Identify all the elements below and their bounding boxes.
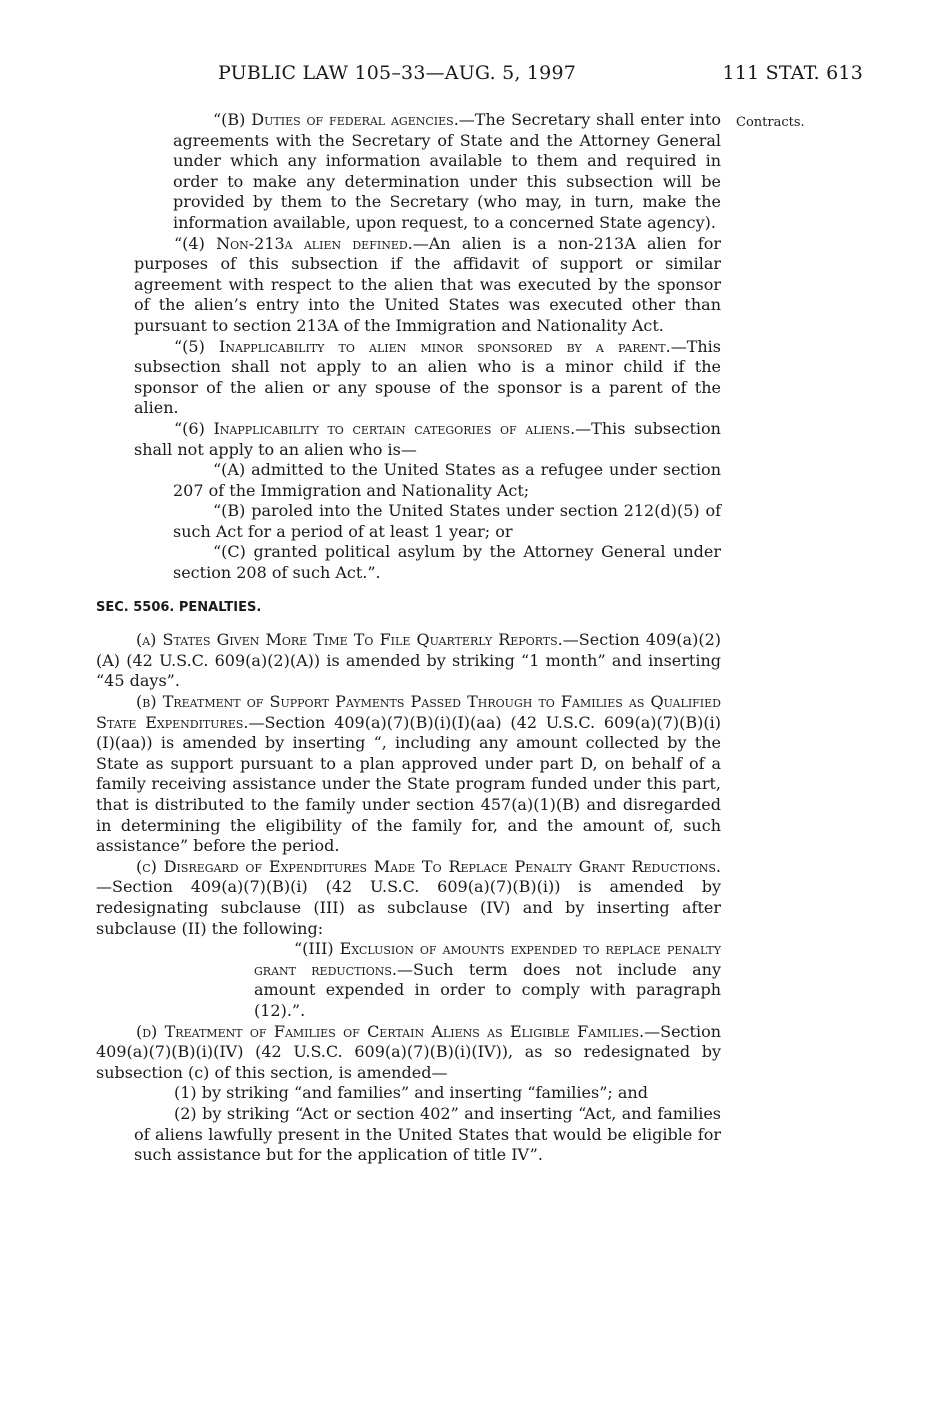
paragraph-6-a: “(A) admitted to the United States as a refugee under section 207 of the Immigration and Nationality Act; <box>173 460 721 500</box>
text-c: —Section 409(a)(7)(B)(i) (42 U.S.C. 609(a)(7)(B)(i)) is amended by redesignating subclause (III) as subclause (IV) and by inserting after subclause (II) the following: <box>96 877 721 938</box>
text-d: —Section 409(a)(7)(B)(i)(IV) (42 U.S.C. 609(a)(7)(B)(i)(IV)), as so redesignated by subsection (c) of this section, is amended— <box>96 1021 721 1082</box>
heading-b: (b) Treatment of Support Payments Passed Through to Families as Qualified State Expenditures. <box>96 692 721 732</box>
paragraph-b-duties <box>96 110 721 234</box>
heading-6: “(6) Inapplicability to certain categories of aliens. <box>174 418 576 438</box>
paragraph-6-c: “(C) granted political asylum by the Attorney General under section 208 of such Act.”. <box>173 542 721 583</box>
text-6: —This subsection shall not apply to an alien who is— <box>134 418 721 459</box>
heading-5: “(5) Inapplicability to alien minor sponsored by a parent. <box>174 336 671 356</box>
subsection-b <box>96 692 721 857</box>
subsection-d <box>96 1022 721 1084</box>
subsection-a <box>96 630 721 692</box>
header-stat-page: 111 STAT. 613 <box>722 62 863 84</box>
subclause-iii <box>96 939 721 1021</box>
text-c-iii: —Such term does not include any amount expended in order to comply with paragraph (12).”. <box>254 959 722 1020</box>
document-body <box>96 110 721 1166</box>
margin-note: Contracts. <box>736 115 805 130</box>
paragraph-4 <box>96 234 721 337</box>
heading-d: (d) Treatment of Families of Certain Aliens as Eligible Families. <box>136 1021 645 1041</box>
heading-c-iii: “(III) Exclusion of amounts expended to replace penalty grant reductions. <box>254 939 721 979</box>
heading-b-duties: “(B) Duties of federal agencies. <box>213 110 459 129</box>
paragraph-5 <box>96 337 721 419</box>
header-citation: PUBLIC LAW 105–33—AUG. 5, 1997 <box>218 62 577 84</box>
section-heading: SEC. 5506. PENALTIES. <box>96 599 262 615</box>
heading-4: “(4) Non-213a alien defined. <box>174 233 413 253</box>
text-b-duties: —The Secretary shall enter into agreements with the Secretary of State and the Attorney General under which any information available to them and required in order to make any determination under this subsection will be provided by them to the Secretary (who may, in turn, make the information available, upon request, to a concerned State agency). <box>173 110 721 232</box>
text-5: —This subsection shall not apply to an alien who is a minor child if the sponsor of the alien or any spouse of the sponsor is a parent of the alien. <box>134 336 721 418</box>
paragraph-d-2: (2) by striking “Act or section 402” and inserting “Act, and families of aliens lawfully present in the United States that would be eligible for such assistance but for the application of title IV”. <box>134 1103 721 1165</box>
text-b: —Section 409(a)(7)(B)(i)(I)(aa) (42 U.S.C. 609(a)(7)(B)(i)(I)(aa)) is amended by inserting “, including any amount collected by the State as support pursuant to a plan approved under part D, on behalf of a family receiving assistance under the State program funded under this part, that is distributed to the family under section 457(a)(1)(B) and disregarded in determining the eligibility of the family for, and the amount of, such assistance” before the period. <box>96 712 721 856</box>
paragraph-6 <box>96 419 721 460</box>
paragraph-6-b: “(B) paroled into the United States under section 212(d)(5) of such Act for a period of at least 1 year; or <box>173 501 721 541</box>
text-4: —An alien is a non-213A alien for purposes of this subsection if the affidavit of support or similar agreement with respect to the alien that was executed by the sponsor of the alien’s entry into the United States was executed other than pursuant to section 213A of the Immigration and Nationality Act. <box>134 233 721 335</box>
heading-c: (c) Disregard of Expenditures Made To Replace Penalty Grant Reductions. <box>136 856 721 876</box>
paragraph-d-1: (1) by striking “and families” and inserting “families”; and <box>174 1083 648 1103</box>
heading-a: (a) States Given More Time To File Quarterly Reports. <box>136 630 563 650</box>
text-a: —Section 409(a)(2)(A) (42 U.S.C. 609(a)(2)(A)) is amended by striking “1 month” and inserting “45 days”. <box>96 630 721 691</box>
subsection-c <box>96 857 721 939</box>
